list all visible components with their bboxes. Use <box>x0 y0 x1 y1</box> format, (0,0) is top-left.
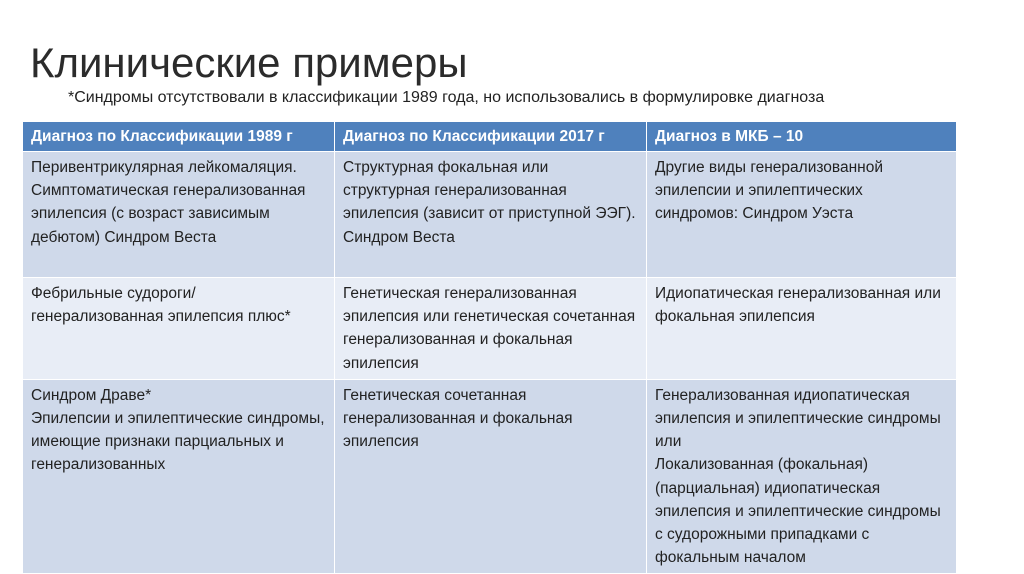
cell-text: Перивентрикулярная лейкомаляция. Симптоматическая генерализованная эпилепсия (с возраст зависимым дебютом) Синдром Веста <box>31 159 306 246</box>
table-header-row <box>23 122 957 152</box>
cell-text: Идиопатическая генерализованная или фокальная эпилепсия <box>655 285 941 326</box>
column-header-1989: Диагноз по Классификации 1989 г <box>23 122 335 152</box>
cell-text: Генерализованная идиопатическая эпилепсия и эпилептические синдромы или Локализованная (фокальная) (парциальная) идиопатическая эпилепсия и эпилептические синдромы с судорожными припадками с фокальным началом <box>655 386 941 567</box>
table-cell <box>335 152 647 278</box>
cell-text: Структурная фокальная или структурная генерализованная эпилепсия (зависит от приступной ЭЭГ). Синдром Веста <box>343 159 636 246</box>
table-cell <box>23 152 335 278</box>
table-row <box>23 278 957 380</box>
table-cell <box>647 152 957 278</box>
page-subtitle: *Синдромы отсутствовали в классификации 1989 года, но использовались в формулировке диагноза <box>68 89 825 106</box>
column-header-icd10: Диагноз в МКБ – 10 <box>647 122 957 152</box>
table-row <box>23 152 957 278</box>
cell-text: Другие виды генерализованной эпилепсии и эпилептических синдромов: Синдром Уэста <box>655 159 884 223</box>
diagnosis-table <box>22 121 957 574</box>
cell-text: Генетическая сочетанная генерализованная и фокальная эпилепсия <box>343 386 573 451</box>
table-cell <box>23 278 335 380</box>
page-title: Клинические примеры <box>30 39 468 86</box>
table-row <box>23 379 957 574</box>
cell-text: Синдром Драве* Эпилепсии и эпилептические синдромы, имеющие признаки парциальных и генерализованных <box>31 386 325 474</box>
table-cell <box>335 278 647 380</box>
table-cell <box>335 379 647 574</box>
cell-text: Генетическая генерализованная эпилепсия или генетическая сочетанная генерализованная и фокальная эпилепсия <box>343 285 636 372</box>
table-cell <box>23 379 335 574</box>
table-cell <box>647 379 957 574</box>
table-cell <box>647 278 957 380</box>
cell-text: Фебрильные судороги/ генерализованная эпилепсия плюс* <box>31 285 291 326</box>
column-header-2017: Диагноз по Классификации 2017 г <box>335 122 647 152</box>
